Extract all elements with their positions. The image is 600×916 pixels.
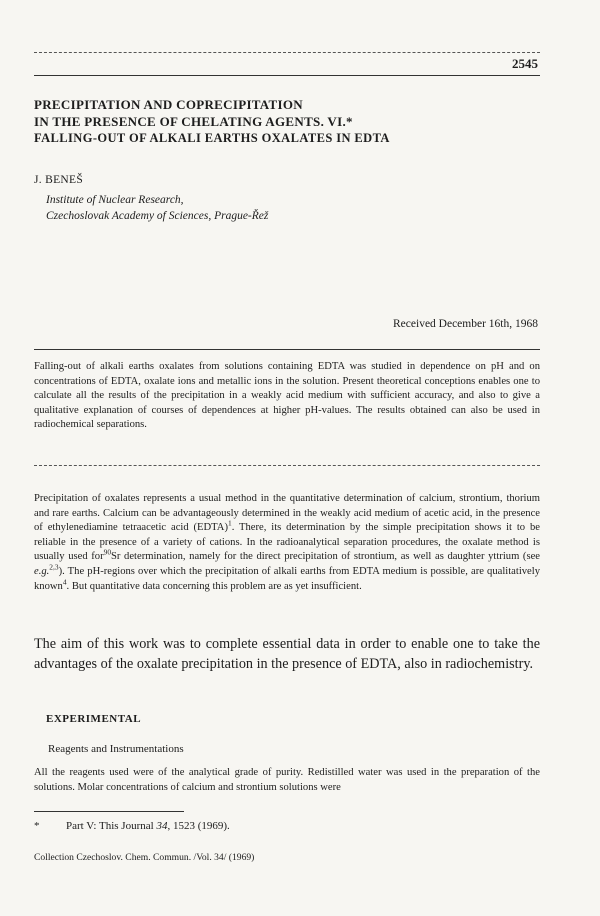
article-title bbox=[34, 96, 353, 130]
section-heading-experimental: EXPERIMENTAL bbox=[46, 713, 142, 725]
article-subtitle: FALLING-OUT OF ALKALI EARTHS OXALATES IN EDTA bbox=[34, 131, 390, 145]
eg-italic: e.g. bbox=[34, 565, 50, 577]
intro-text-5: . But quantitative data concerning this problem are as yet insufficient. bbox=[66, 580, 362, 592]
subsection-heading: Reagents and Instrumentations bbox=[48, 743, 184, 755]
page-number: 2545 bbox=[512, 56, 538, 71]
reference-marker: 4 bbox=[62, 577, 67, 587]
intro-text-1: Precipitation of oxalates represents a usual method in the quantitative determination of calcium, strontium, thorium and rare earths. Calcium can be advantageously determined in the weakly acid medium of acetic acid, in the presence of ethylenediamine tetraacetic acid (EDTA) bbox=[34, 493, 540, 534]
affiliation-line-1: Institute of Nuclear Research, bbox=[46, 194, 184, 206]
footnote-volume: 34 bbox=[156, 820, 168, 832]
abstract-rule-top bbox=[34, 349, 540, 350]
title-line-1: PRECIPITATION AND COPRECIPITATION bbox=[34, 97, 303, 112]
header-rule-bottom bbox=[34, 75, 540, 76]
aim-paragraph: The aim of this work was to complete essential data in order to enable one to take the advantages of the oxalate precipitation in the presence of EDTA, also in radiochemistry. bbox=[34, 636, 540, 672]
footnote-rule bbox=[34, 811, 184, 812]
author-affiliation bbox=[46, 192, 268, 224]
footnote-text-2: , 1523 (1969). bbox=[167, 820, 230, 832]
journal-citation: Collection Czechoslov. Chem. Commun. /Vol. 34/ (1969) bbox=[34, 852, 255, 863]
intro-text-4: ). The pH-regions over which the precipitation of alkali earths from EDTA medium is possible, are qualitatively known bbox=[34, 565, 540, 592]
footnote-mark: * bbox=[34, 820, 40, 832]
header-rule-top bbox=[34, 52, 540, 53]
reference-marker: 1 bbox=[227, 518, 232, 528]
intro-text-3: Sr determination, namely for the direct precipitation of strontium, as well as daughter yttrium (see bbox=[111, 551, 540, 563]
reference-marker: 2,3 bbox=[49, 562, 59, 572]
received-date: Received December 16th, 1968 bbox=[393, 318, 538, 330]
affiliation-line-2: Czechoslovak Academy of Sciences, Prague-Řež bbox=[46, 210, 269, 222]
intro-text-2: . There, its determination by the simple precipitation shows it to be reliable in the presence of a variety of cations. In the radioanalytical separation procedures, the oxalate method is usually used for bbox=[34, 522, 540, 563]
footnote-text-1: Part V: This Journal bbox=[66, 820, 157, 832]
experimental-paragraph: All the reagents used were of the analytical grade of purity. Redistilled water was used in the preparation of the solutions. Molar concentrations of calcium and strontium solutions were bbox=[34, 767, 540, 793]
abstract: Falling-out of alkali earths oxalates from solutions containing EDTA was studied in dependence on pH and on concentrations of EDTA, oxalate ions and metallic ions in the solution. Present theoretical conceptions enables one to calculate all the results of the precipitation in a weakly acid medium with sufficient accuracy, and also to give a qualitative explanation of courses of dependences at higher pH-values. The results obtained can also be used in radiochemical separations. bbox=[34, 361, 540, 431]
author-name: J. BENEŠ bbox=[34, 174, 84, 186]
abstract-rule-bottom bbox=[34, 465, 540, 466]
isotope-superscript: 90 bbox=[103, 547, 112, 557]
intro-paragraph bbox=[34, 492, 540, 594]
title-line-2: IN THE PRESENCE OF CHELATING AGENTS. VI.* bbox=[34, 114, 353, 129]
footnote bbox=[34, 820, 230, 832]
